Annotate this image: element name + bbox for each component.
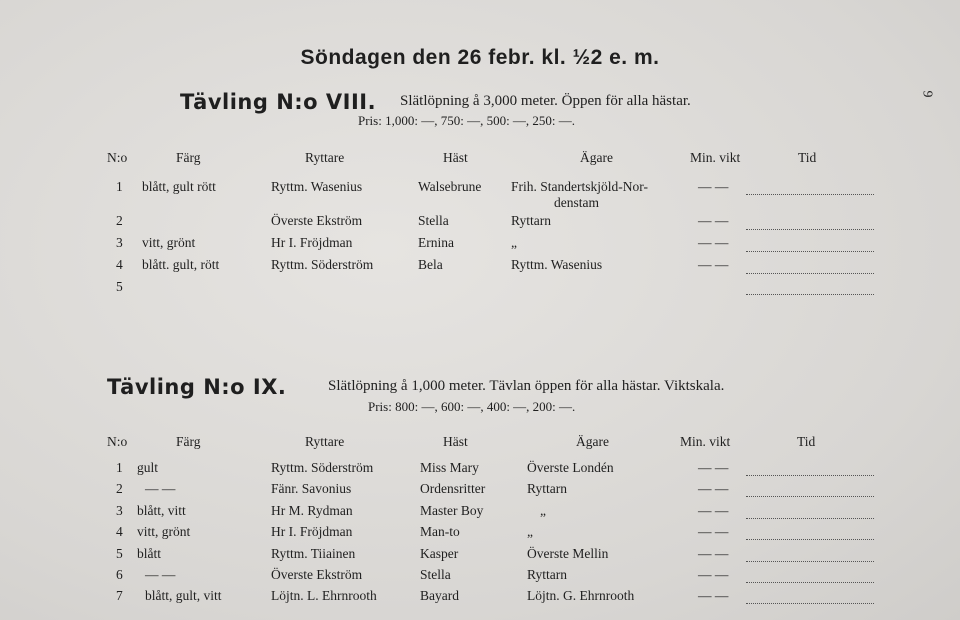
row-rider: Ryttm. Tiiainen — [271, 546, 356, 561]
row-color: blått, gult, vitt — [145, 588, 222, 603]
row-color: — — — [145, 481, 176, 496]
header-color: Färg — [176, 150, 201, 165]
row-no: 6 — [116, 567, 123, 582]
row-weight: — — — [698, 235, 729, 250]
row-owner: Överste Londén — [527, 460, 614, 475]
row-no: 2 — [116, 481, 123, 496]
row-horse: Man-to — [420, 524, 460, 539]
row-rider: Ryttm. Wasenius — [271, 179, 363, 194]
time-blank — [746, 560, 874, 562]
row-weight: — — — [698, 213, 729, 228]
row-horse: Miss Mary — [420, 460, 479, 475]
time-blank — [746, 250, 874, 252]
header-time: Tid — [798, 150, 817, 165]
race-title: Tävling N:o IX. — [107, 375, 287, 399]
row-rider: Löjtn. L. Ehrnrooth — [271, 588, 377, 603]
row-color: — — — [145, 567, 176, 582]
row-weight: — — — [698, 503, 729, 518]
row-no: 5 — [116, 546, 123, 561]
header-color: Färg — [176, 434, 201, 449]
header-rider: Ryttare — [305, 150, 345, 165]
row-owner: „ — [511, 235, 517, 250]
row-no: 4 — [116, 524, 123, 539]
race-description: Slätlöpning å 1,000 meter. Tävlan öppen för alla hästar. Viktskala. — [328, 378, 725, 394]
row-owner: „ — [540, 503, 546, 518]
row-weight: — — — [698, 546, 729, 561]
row-horse: Kasper — [420, 546, 459, 561]
header-horse: Häst — [443, 150, 468, 165]
time-blank — [746, 495, 874, 497]
time-blank — [746, 602, 874, 604]
header-weight: Min. vikt — [690, 150, 741, 165]
header-no: N:o — [107, 150, 128, 165]
header-owner: Ägare — [576, 434, 609, 449]
header-owner: Ägare — [580, 150, 613, 165]
row-weight: — — — [698, 179, 729, 194]
row-owner: Ryttarn — [511, 213, 551, 228]
row-weight: — — — [698, 257, 729, 272]
race-prize: Pris: 800: —, 600: —, 400: —, 200: —. — [368, 399, 576, 414]
row-no: 3 — [116, 235, 123, 250]
race-prize: Pris: 1,000: —, 750: —, 500: —, 250: —. — [358, 113, 576, 128]
row-rider: Överste Ekström — [271, 213, 363, 228]
row-horse: Master Boy — [420, 503, 484, 518]
row-horse: Stella — [420, 567, 451, 582]
time-blank — [746, 193, 874, 195]
row-color: gult — [137, 460, 159, 475]
row-weight: — — — [698, 567, 729, 582]
row-weight: — — — [698, 588, 729, 603]
time-blank — [746, 538, 874, 540]
header-horse: Häst — [443, 434, 468, 449]
row-horse: Ordensritter — [420, 481, 486, 496]
header-weight: Min. vikt — [680, 434, 731, 449]
page-number: 9 — [919, 90, 935, 98]
row-no: 5 — [116, 279, 123, 294]
row-weight: — — — [698, 481, 729, 496]
header-no: N:o — [107, 434, 128, 449]
row-owner: Överste Mellin — [527, 546, 609, 561]
row-weight: — — — [698, 524, 729, 539]
row-rider: Hr I. Fröjdman — [271, 524, 353, 539]
row-owner: „ — [527, 524, 533, 539]
row-owner: Ryttarn — [527, 481, 567, 496]
time-blank — [746, 517, 874, 519]
row-rider: Överste Ekström — [271, 567, 363, 582]
row-no: 1 — [116, 179, 123, 194]
row-rider: Hr I. Fröjdman — [271, 235, 353, 250]
row-horse: Bayard — [420, 588, 459, 603]
time-blank — [746, 272, 874, 274]
row-color: vitt, grönt — [137, 524, 191, 539]
row-no: 1 — [116, 460, 123, 475]
time-blank — [746, 474, 874, 476]
race-title: Tävling N:o VIII. — [180, 90, 377, 114]
row-no: 4 — [116, 257, 123, 272]
row-color: blått, vitt — [137, 503, 186, 518]
row-color: blått. gult, rött — [142, 257, 220, 272]
row-no: 7 — [116, 588, 123, 603]
row-weight: — — — [698, 460, 729, 475]
row-owner: Ryttarn — [527, 567, 567, 582]
row-horse: Ernina — [418, 235, 454, 250]
header-time: Tid — [797, 434, 816, 449]
race-description: Slätlöpning å 3,000 meter. Öppen för alla hästar. — [400, 93, 691, 109]
row-color: blått, gult rött — [142, 179, 216, 194]
row-owner: Ryttm. Wasenius — [511, 257, 603, 272]
row-owner: Löjtn. G. Ehrnrooth — [527, 588, 635, 603]
row-no: 2 — [116, 213, 123, 228]
row-horse: Walsebrune — [418, 179, 482, 194]
time-blank — [746, 581, 874, 583]
header-rider: Ryttare — [305, 434, 345, 449]
row-color: blått — [137, 546, 161, 561]
row-owner-cont: denstam — [554, 195, 599, 210]
row-rider: Fänr. Savonius — [271, 481, 352, 496]
row-horse: Bela — [418, 257, 443, 272]
time-blank — [746, 293, 874, 295]
row-rider: Ryttm. Söderström — [271, 460, 374, 475]
row-owner: Frih. Standertskjöld-Nor- — [511, 179, 648, 194]
row-no: 3 — [116, 503, 123, 518]
row-rider: Hr M. Rydman — [271, 503, 353, 518]
row-color: vitt, grönt — [142, 235, 196, 250]
row-rider: Ryttm. Söderström — [271, 257, 374, 272]
time-blank — [746, 228, 874, 230]
page-heading: Söndagen den 26 febr. kl. ½2 e. m. — [300, 46, 660, 69]
row-horse: Stella — [418, 213, 449, 228]
